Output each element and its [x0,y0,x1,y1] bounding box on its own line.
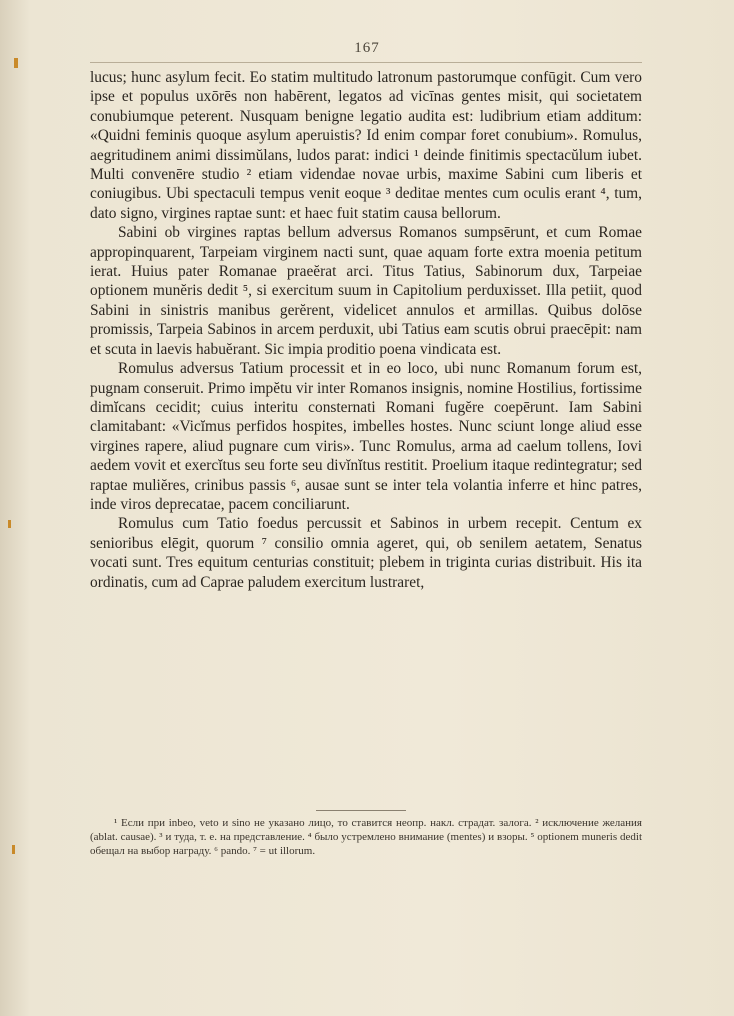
margin-mark [12,845,15,854]
margin-mark [14,58,18,68]
footnote-text: ¹ Если при inbeo, veto и sino не указано лицо, то ставится неопр. накл. страдат. залога. ² исключение желания (ablat. causae). ³ и туда, т. е. на представление. ⁴ было устремлено внимание (mentes) и взоры. ⁵ optionem muneris dedit обещал на выбор награду. ⁶ pando. ⁷ = ut illorum. [90,817,642,857]
footnote-rule [316,810,406,811]
margin-mark [8,520,11,528]
paragraph: Romulus adversus Tatium processit et in eo loco, ubi nunc Romanum forum est, pugnam conseruit. Primo impĕtu vir inter Romanos insignis, nomine Hostilius, fortissime dimĭcans cecidit; cuius interitu consternati Romani fugĕre coepērunt. Iam Sabini clamitabant: «Vicĭmus perfidos hospites, imbelles hostes. Nunc sciunt longe aliud esse virgines rapere, aliud pugnare cum viris». Tunc Romulus, arma ad caelum tollens, Iovi aedem vovit et exercĭtus seu forte seu divĭnĭtus restitit. Proelium itaque redintegratur; sed raptae muliĕres, crinibus passis ⁶, ausae sunt se inter tela volantia inferre et hinc patres, inde viros deprecatae, pacem conciliarunt. [90,360,642,513]
paragraph: Romulus cum Tatio foedus percussit et Sabinos in urbem recepit. Centum ex senioribus elēgit, quorum ⁷ consilio omnia ageret, qui, ob senilem aetatem, Senatus vocati sunt. Tres equitum centurias constituit; plebem in triginta curias distribuit. His ita ordinatis, cum ad Caprae paludem exercitum lustraret, [90,515,642,591]
main-text [90,68,642,592]
page-number: 167 [354,40,380,56]
footnotes [90,816,642,858]
paragraph: Sabini ob virgines raptas bellum adversus Romanos sumpsērunt, et cum Romae appropinquarent, Tarpeiam virginem nacti sunt, quae aquam forte extra moenia petitum ierat. Huius pater Romanae praeĕrat arci. Titus Tatius, Sabinorum dux, Tarpeiae optionem munĕris dedit ⁵, si exercitum suum in Capitolium perduxisset. Illa petiit, quod Sabini in sinistris manibus gerĕrent, videlicet annulos et armillas. Quibus dolōse promissis, Tarpeia Sabinos in arcem perduxit, ubi Tatius eam scutis obrui praecēpit: nam et scuta in laevis habuĕrant. Sic impia proditio poena vindicata est. [90,224,642,358]
paragraph: lucus; hunc asylum fecit. Eo statim multitudo latronum pastorumque confūgit. Cum vero ipse et populus uxōrēs non habērent, legatos ad vicīnas gentes misit, qui societatem conubiumque peterent. Nusquam benigne legatio audita est: ludibrium etiam additum: «Quidni feminis quoque asylum aperuistis? Id enim compar foret conubium». Romulus, aegritudinem animi dissimŭlans, ludos parat: indici ¹ deinde finitimis spectacŭlum iubet. Multi convenēre studio ² etiam videndae novae urbis, maxime Sabini cum liberis et coniugibus. Ubi spectaculi tempus venit eoque ³ deditae mentes cum oculis erant ⁴, tum, dato signo, virgines raptae sunt: et haec fuit statim causa bellorum. [90,69,642,222]
header-rule [90,62,642,63]
